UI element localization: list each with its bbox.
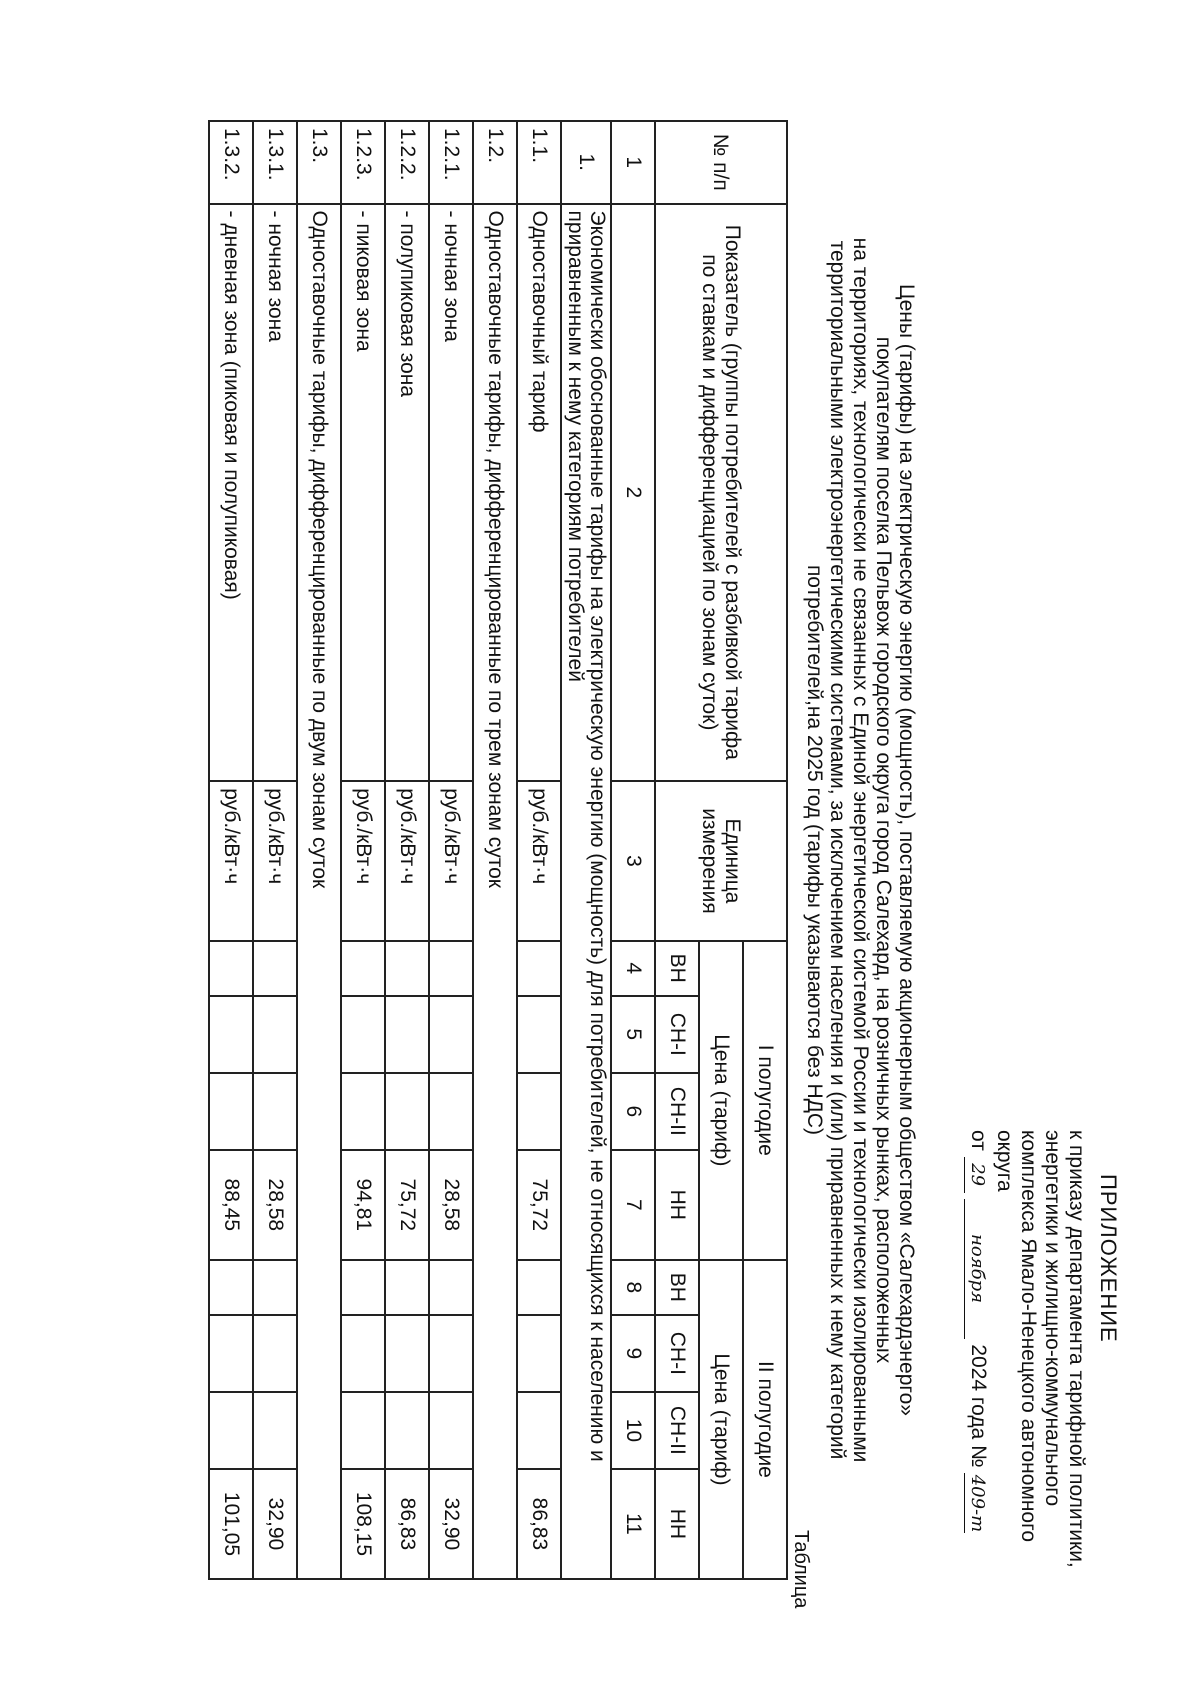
header-price-2: Цена (тариф) [699,1260,743,1579]
column-number-row [611,121,655,1579]
column-number: 6 [611,1073,655,1150]
appendix-line: комплекса Ямало-Ненецкого автономного [1017,1130,1040,1542]
value-h2-nn: 86,83 [385,1469,429,1579]
appendix-block [964,1130,1120,1650]
row-num: 1.1. [517,121,561,204]
row-unit: руб./кВт·ч [341,781,385,941]
empty-cell [341,1392,385,1469]
empty-cell [429,1073,473,1150]
date-prefix: от [967,1130,990,1151]
value-h1-nn: 88,45 [209,1150,253,1260]
empty-cell [341,1260,385,1315]
table-header-row [743,121,787,1579]
column-number: 11 [611,1469,655,1579]
header-num: № п/п [655,121,787,204]
value-h2-nn: 32,90 [253,1469,297,1579]
table-caption: Таблица [790,1530,812,1609]
empty-cell [209,1260,253,1315]
table-row [341,121,385,1579]
header-level: СН-II [655,1392,699,1469]
heading-line: на территориях, технологически не связанных с Единой энергетической системой России и технологически изолированными [849,237,872,1463]
table-row [253,121,297,1579]
row-name: - полупиковая зона [385,204,429,782]
empty-cell [385,1392,429,1469]
empty-cell [517,1392,561,1469]
empty-cell [341,1073,385,1150]
empty-cell [517,1073,561,1150]
empty-cell [253,941,297,996]
empty-cell [209,941,253,996]
section-title: Экономически обоснованные тарифы на электрическую энергию (мощность) для потребителей, не относящихся к населению и приравненным к нему категориям потребителей [561,204,611,1579]
column-number: 1 [611,121,655,204]
row-num: 1.3.1. [253,121,297,204]
empty-cell [385,1073,429,1150]
column-number: 7 [611,1150,655,1260]
empty-cell [517,996,561,1073]
document-heading [803,120,918,1580]
tariff-table [208,120,788,1580]
empty-cell [253,1315,297,1392]
empty-cell [341,1315,385,1392]
column-number: 2 [611,204,655,782]
empty-cell [341,996,385,1073]
value-h2-nn: 32,90 [429,1469,473,1579]
header-level: НН [655,1150,699,1260]
table-row [429,121,473,1579]
table-body [209,121,561,1579]
row-num: 1.3. [297,121,341,204]
heading-line: территориальными электроэнергетическими системами, за исключением населения и (или) приравненных к нему категорий [826,240,849,1460]
subsection-row [297,121,341,1579]
table-row [517,121,561,1579]
appendix-line: к приказу департамента тарифной политики, [1065,1130,1088,1568]
value-h1-nn: 75,72 [517,1150,561,1260]
empty-cell [209,996,253,1073]
empty-cell [517,1315,561,1392]
empty-cell [209,1073,253,1150]
date-year: 2024 года № [967,1344,990,1468]
empty-cell [429,1260,473,1315]
empty-cell [429,941,473,996]
header-level: ВН [655,1260,699,1315]
empty-cell [341,941,385,996]
row-name: - ночная зона [253,204,297,782]
empty-cell [253,1260,297,1315]
row-num: 1.2.2. [385,121,429,204]
header-level: СН-I [655,996,699,1073]
column-number: 3 [611,781,655,941]
header-unit: Единица измерения [655,781,787,941]
column-number: 4 [611,941,655,996]
empty-cell [517,1260,561,1315]
row-unit: руб./кВт·ч [429,781,473,941]
header-level: СН-II [655,1073,699,1150]
header-level: НН [655,1469,699,1579]
column-number: 9 [611,1315,655,1392]
order-number-handwritten: 409-т [964,1473,989,1533]
empty-cell [209,1315,253,1392]
appendix-line: округа [993,1130,1016,1192]
header-indicator: Показатель (группы потребителей с разбивкой тарифа по ставкам и дифференциацией по зонам суток) [655,204,787,782]
empty-cell [517,941,561,996]
appendix-line: энергетики и жилищно-коммунального [1041,1130,1064,1507]
section-row [561,121,611,1579]
empty-cell [385,941,429,996]
empty-cell [253,1073,297,1150]
section-num: 1. [561,121,611,204]
empty-cell [253,1392,297,1469]
row-unit: руб./кВт·ч [517,781,561,941]
value-h1-nn: 28,58 [253,1150,297,1260]
value-h2-nn: 108,15 [341,1469,385,1579]
empty-cell [253,996,297,1073]
row-num: 1.2.3. [341,121,385,204]
column-number: 10 [611,1392,655,1469]
row-unit: руб./кВт·ч [253,781,297,941]
value-h1-nn: 94,81 [341,1150,385,1260]
heading-line: потребителей,на 2025 год (тарифы указываются без НДС) [803,564,826,1136]
header-level: СН-I [655,1315,699,1392]
appendix-title: ПРИЛОЖЕНИЕ [1096,1174,1121,1343]
empty-cell [429,1392,473,1469]
empty-cell [209,1392,253,1469]
date-month-handwritten: ноября [964,1199,989,1339]
header-half-1: I полугодие [743,941,787,1260]
empty-cell [385,996,429,1073]
row-section-title: Одноставочные тарифы, дифференцированные по трем зонам суток [473,204,517,1579]
row-name: - пиковая зона [341,204,385,782]
heading-line: покупателям поселка Пельвож городского округа город Салехард, на розничных рынках, расположенных [872,336,895,1364]
row-name: - дневная зона (пиковая и полупиковая) [209,204,253,782]
value-h1-nn: 75,72 [385,1150,429,1260]
row-num: 1.2.1. [429,121,473,204]
row-name: Одноставочный тариф [517,204,561,782]
table-row [209,121,253,1579]
header-price-1: Цена (тариф) [699,941,743,1260]
value-h1-nn: 28,58 [429,1150,473,1260]
empty-cell [385,1315,429,1392]
subsection-row [473,121,517,1579]
empty-cell [429,1315,473,1392]
order-date-line [964,1130,990,1650]
table-row [385,121,429,1579]
column-number: 5 [611,996,655,1073]
value-h2-nn: 101,05 [209,1469,253,1579]
heading-line: Цены (тарифы) на электрическую энергию (мощность), поставляемую акционерным обществом «Салехардэнерго» [895,284,918,1416]
header-half-2: II полугодие [743,1260,787,1579]
column-number: 8 [611,1260,655,1315]
row-num: 1.3.2. [209,121,253,204]
row-unit: руб./кВт·ч [385,781,429,941]
value-h2-nn: 86,83 [517,1469,561,1579]
empty-cell [429,996,473,1073]
empty-cell [385,1260,429,1315]
header-level: ВН [655,941,699,996]
row-name: - ночная зона [429,204,473,782]
row-num: 1.2. [473,121,517,204]
date-day-handwritten: 29 [964,1157,989,1193]
row-section-title: Одноставочные тарифы, дифференцированные по двум зонам суток [297,204,341,1579]
row-unit: руб./кВт·ч [209,781,253,941]
